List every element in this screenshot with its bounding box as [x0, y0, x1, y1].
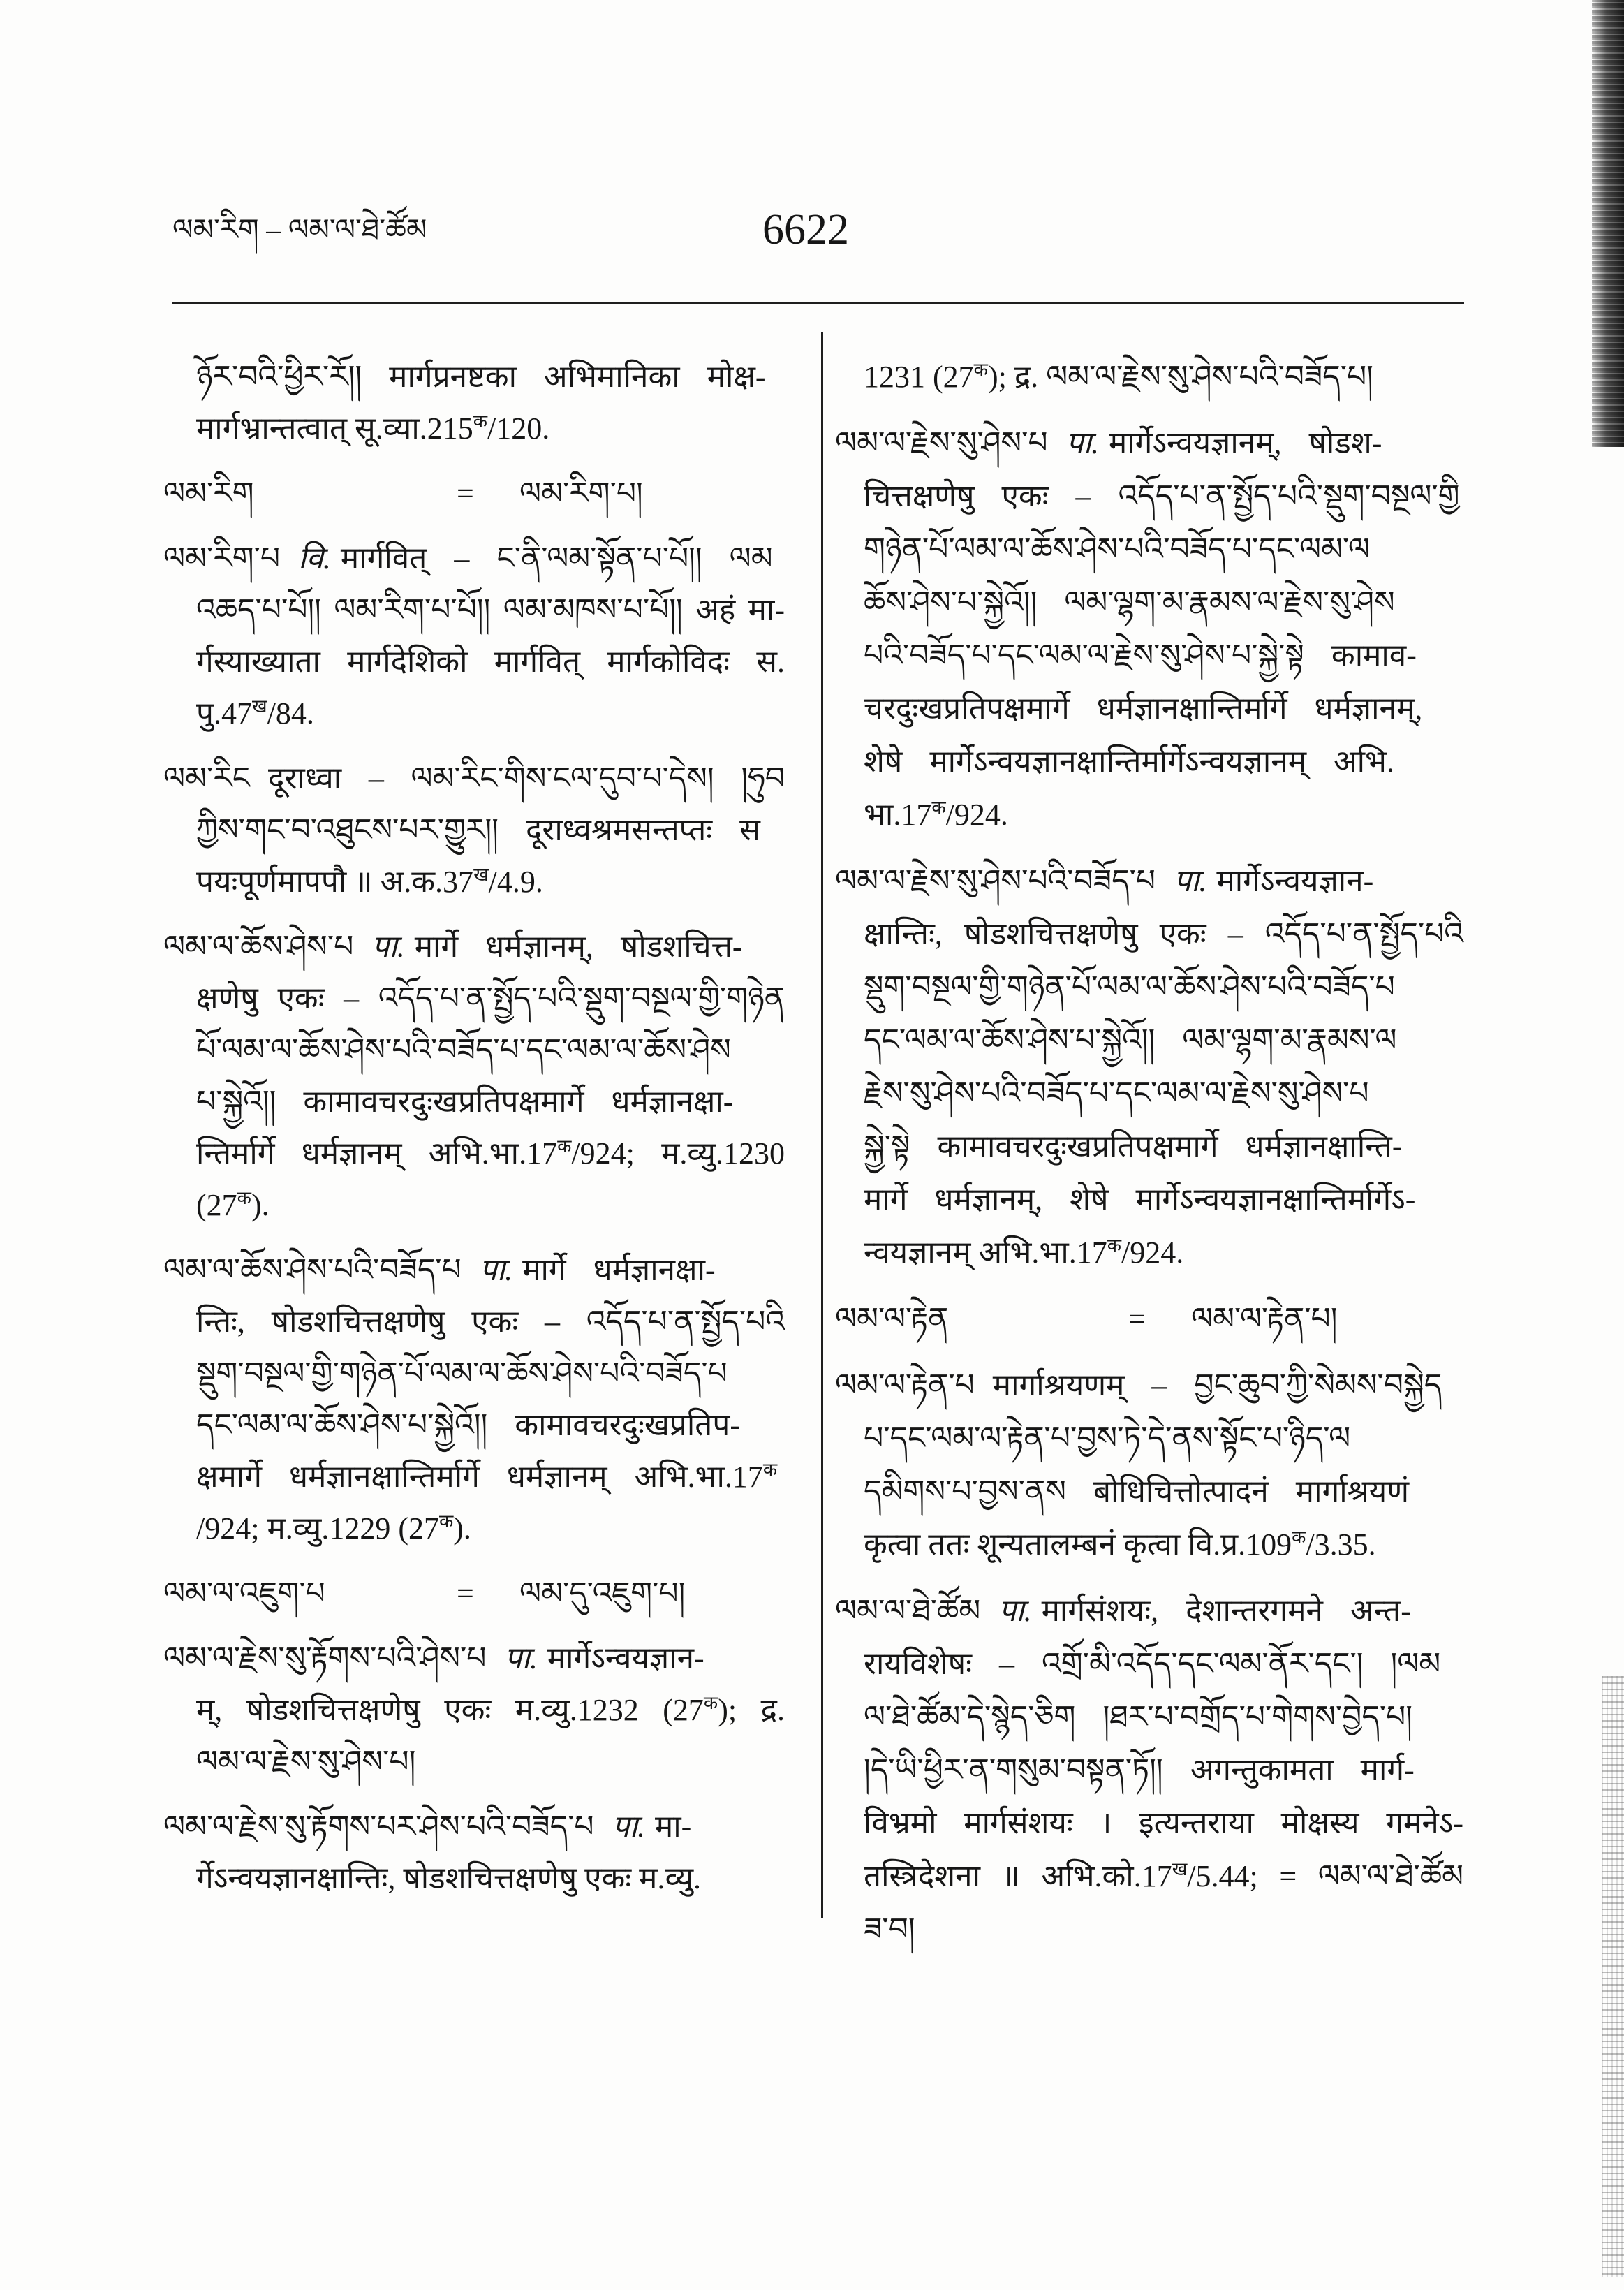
text-segment: पु.47 — [196, 696, 252, 731]
text-segment: मार्गवित् – ང་ནི་ལམ་སྟོན་པ་པོ།། ལམ — [340, 541, 773, 575]
folio-side-marker: ख — [473, 864, 489, 886]
text-segment: ཉོར་བའི་ཕྱིར་རོ།། मार्गप्रनष्टका अभिमानिका मोक्ष- — [196, 360, 766, 394]
grammatical-label: पा. — [479, 1253, 513, 1287]
text-line — [835, 1691, 1463, 1744]
text-segment: ); द्र. — [718, 1693, 785, 1727]
text-segment: པའི་བཟོད་པ་དང་ལམ་ལ་རྗེས་སུ་ཤེས་པ་སྐྱེ་སྟེ कामाव- — [864, 638, 1417, 673]
line-text — [864, 682, 1422, 735]
text-segment: तस्त्रिदेशना ॥ अभि.को.17 — [864, 1859, 1172, 1893]
line-text — [163, 921, 743, 973]
line-text — [196, 585, 785, 636]
text-segment: चरदुःखप्रतिपक्षमार्गे धर्मज्ञानक्षान्तिर्मार्गे धर्मज्ञानम्, — [864, 691, 1423, 726]
text-line — [835, 417, 1463, 470]
line-text — [864, 351, 1373, 404]
line-text — [864, 1744, 1415, 1797]
folio-side-marker: क — [973, 359, 988, 381]
text-line — [835, 961, 1463, 1014]
text-line — [163, 1853, 785, 1904]
text-segment: मार्गाश्रयणम् – བྱང་ཆུབ་ཀྱི་སེམས་བསྐྱེད — [992, 1368, 1442, 1402]
folio-side-marker: क — [931, 797, 946, 819]
text-segment: मार्गे धर्मज्ञानम्, शेषे मार्गेऽन्वयज्ञानक्षान्तिर्मार्गेऽ- — [864, 1182, 1416, 1217]
grammatical-label: पा. — [1174, 864, 1207, 898]
line-text — [864, 1014, 1396, 1067]
text-line — [835, 1067, 1463, 1120]
scan-edge-speckle — [1602, 1676, 1624, 2277]
headword: ལམ་ལ་ཐེ་ཚོམ — [835, 1594, 981, 1628]
line-text — [196, 1128, 785, 1180]
headword: ལམ་ལ་རྗེས་སུ་ཤེས་པའི་བཟོད་པ — [835, 864, 1156, 898]
folio-side-marker: क — [237, 1187, 251, 1209]
line-text — [196, 1853, 701, 1904]
text-segment: /924. — [945, 798, 1008, 832]
text-line — [835, 1744, 1463, 1797]
folio-side-marker: क — [1292, 1527, 1306, 1548]
headword: ལམ་རིག་པ — [163, 541, 281, 575]
line-text — [864, 961, 1395, 1014]
dictionary-entry — [163, 921, 785, 1231]
continued-entry — [163, 351, 785, 455]
folio-side-marker: क — [557, 1136, 572, 1157]
dictionary-entry — [835, 1585, 1463, 1956]
text-line — [163, 1451, 785, 1503]
text-line — [835, 470, 1463, 523]
headword: ལམ་ལ་རྟེན་པ — [835, 1368, 975, 1402]
dictionary-entry — [835, 417, 1463, 842]
line-text — [196, 688, 314, 740]
text-segment: क्षान्तिः, षोडशचित्तक्षणेषु एकः – འདོད་པ་ན་སྤྱོད་པའི — [864, 917, 1463, 951]
folio-side-marker: क — [703, 1692, 718, 1714]
cross-reference-entry — [835, 1293, 1463, 1346]
text-line — [835, 1638, 1463, 1691]
text-segment: ལ་ཐེ་ཚོམ་དེ་སྙེད་ཅིག །ཐར་པ་བགྲོད་པ་གེགས་བྱེད་པ། — [864, 1700, 1413, 1734]
text-line — [163, 636, 785, 688]
header-rule — [172, 302, 1464, 304]
line-text — [163, 1801, 691, 1853]
line-text — [196, 351, 766, 403]
text-line — [835, 1226, 1463, 1279]
text-line — [163, 973, 785, 1025]
text-segment: क्षमार्गे धर्मज्ञानक्षान्तिर्मार्गे धर्मज्ञानम् अभि.भा.17 — [196, 1460, 763, 1494]
text-segment: 1231 (27 — [864, 360, 974, 394]
folio-side-marker: ख — [1172, 1858, 1188, 1880]
text-line — [163, 403, 785, 455]
text-segment: ལམ་ལ་རྗེས་སུ་ཤེས་པ། — [196, 1745, 416, 1779]
folio-side-marker: ख — [252, 696, 267, 717]
line-text — [196, 636, 785, 688]
text-segment: /120. — [487, 411, 550, 446]
cross-reference-target: ལམ་དུ་འཇུག་པ། — [519, 1576, 686, 1610]
dictionary-entry — [835, 1359, 1463, 1571]
line-text — [196, 1180, 270, 1231]
line-text — [864, 1903, 915, 1956]
text-segment: /84. — [267, 696, 314, 731]
text-segment: ); द्र. ལམ་ལ་རྗེས་སུ་ཤེས་པའི་བཟོད་པ། — [987, 360, 1373, 394]
text-segment: दूराध्वा – ལམ་རིང་གིས་ངལ་དུབ་པ་དེས། །ཧུབ — [268, 761, 785, 795]
text-line — [163, 351, 785, 403]
headword: ལམ་ལ་འཇུག་པ — [163, 1576, 325, 1610]
text-segment: मार्गे धर्मज्ञानक्षा- — [522, 1253, 716, 1287]
text-segment: रायविशेषः – འགྲོ་མི་འདོད་དང་ལམ་ནོར་དང་། །ལམ — [864, 1647, 1441, 1681]
text-line — [163, 753, 785, 805]
line-text — [196, 1076, 733, 1128]
text-segment: मार्गे धर्मज्ञानम्, षोडशचित्त- — [414, 930, 743, 964]
text-line — [835, 1359, 1463, 1412]
text-segment: ཟ་བ། — [864, 1912, 915, 1946]
line-text — [864, 1638, 1440, 1691]
text-segment: ). — [453, 1511, 471, 1546]
text-segment: འཆད་པ་པོ།། ལམ་རིག་པ་པོ།། ལམ་མཁས་པ་པོ།། अहं मा- — [196, 593, 785, 627]
text-segment: ). — [251, 1188, 270, 1222]
line-text — [196, 1296, 785, 1348]
text-line — [835, 576, 1463, 629]
line-text — [864, 1691, 1412, 1744]
folio-side-marker: क — [762, 1459, 778, 1481]
text-segment: /924. — [1121, 1235, 1184, 1270]
headword: ལམ་ལ་རྗེས་སུ་རྟོགས་པར་ཤེས་པའི་བཟོད་པ — [163, 1810, 594, 1844]
text-segment: གཉེན་པོ་ལམ་ལ་ཆོས་ཤེས་པའི་བཟོད་པ་དང་ལམ་ལ — [864, 532, 1370, 566]
text-segment: क्षणेषु एकः – འདོད་པ་ན་སྤྱོད་པའི་སྡུག་བསྔལ་གྱི་གཉེན — [196, 981, 785, 1015]
running-head: ལམ་རིག – ལམ་ལ་ཐེ་ཚོམ — [172, 214, 427, 247]
line-text — [196, 1451, 777, 1503]
text-segment: པ་སྐྱེའོ།། कामावचरदुःखप्रतिपक्षमार्गे धर्मज्ञानक्षा- — [196, 1085, 734, 1119]
text-line — [835, 1412, 1463, 1465]
headword: ལམ་ལ་རྗེས་སུ་རྟོགས་པའི་ཤེས་པ — [163, 1641, 487, 1675]
line-text — [864, 1518, 1376, 1571]
headword: ལམ་རིང — [163, 761, 250, 795]
text-segment: म्, षोडशचित्तक्षणेषु एकः म.व्यु.1232 (27 — [196, 1693, 704, 1727]
dictionary-entry — [163, 1633, 785, 1788]
line-text — [864, 629, 1417, 682]
right-column — [835, 351, 1463, 1956]
line-text — [864, 1465, 1409, 1518]
cross-reference-line — [835, 1293, 1463, 1346]
line-text — [196, 1400, 740, 1451]
dictionary-entry — [163, 533, 785, 740]
text-line — [163, 1245, 785, 1296]
line-text — [163, 753, 785, 805]
text-segment: སྐྱེ་སྟེ कामावचरदुःखप्रतिपक्षमार्गे धर्मज्ञानक्षान्ति- — [864, 1129, 1403, 1164]
line-text — [196, 973, 785, 1025]
text-segment: मार्गेऽन्वयज्ञान- — [1216, 864, 1374, 898]
folio-side-marker: क — [1107, 1235, 1122, 1256]
left-column — [163, 351, 785, 1904]
line-text — [864, 788, 1008, 842]
line-text — [196, 1348, 728, 1400]
text-segment: न्तिः, षोडशचित्तक्षणेषु एकः – འདོད་པ་ན་སྤྱོད་པའི — [196, 1305, 785, 1339]
text-segment: मार्गभ्रान्तत्वात् सू.व्या.215 — [196, 411, 473, 446]
line-text — [835, 855, 1373, 908]
equals-sign: = — [457, 476, 474, 511]
text-line — [163, 1503, 785, 1555]
text-line — [163, 1801, 785, 1853]
text-segment: र्गस्याख्याता मार्गदेशिको मार्गवित् मार्गकोविदः स. — [196, 645, 785, 679]
text-line — [835, 1585, 1463, 1638]
line-text — [163, 533, 773, 585]
line-text — [835, 1359, 1442, 1412]
text-segment: སྡུག་བསྔལ་གྱི་གཉེན་པོ་ལམ་ལ་ཆོས་ཤེས་པའི་བཟོད་པ — [864, 970, 1395, 1004]
text-line — [163, 1296, 785, 1348]
line-text — [864, 470, 1460, 523]
grammatical-label: वि. — [298, 541, 331, 575]
cross-reference-target: ལམ་རིག་པ། — [519, 476, 643, 511]
line-text — [196, 1025, 731, 1076]
text-line — [835, 1850, 1463, 1903]
headword: ལམ་རིག — [163, 476, 254, 511]
text-segment: པོ་ལམ་ལ་ཆོས་ཤེས་པའི་བཟོད་པ་དང་ལམ་ལ་ཆོས་ཤེས — [196, 1033, 731, 1067]
line-text — [864, 1850, 1463, 1903]
headword: ལམ་ལ་རྗེས་སུ་ཤེས་པ — [835, 426, 1048, 460]
line-text — [835, 1585, 1411, 1638]
line-text — [864, 908, 1463, 961]
dictionary-entry — [163, 1801, 785, 1904]
text-segment: शेषे मार्गेऽन्वयज्ञानक्षान्तिर्मार्गेऽन्वयज्ञानम् अभि. — [864, 744, 1394, 779]
text-segment: पयःपूर्णमापपौ ॥ अ.क.37 — [196, 865, 474, 899]
grammatical-label: पा. — [998, 1594, 1032, 1628]
text-segment: भा.17 — [864, 798, 932, 832]
text-segment: चित्तक्षणेषु एकः – འདོད་པ་ན་སྤྱོད་པའི་སྡུག་བསྔལ་གྱི — [864, 479, 1460, 513]
text-segment: /924; म.व्यु.1230 — [571, 1136, 785, 1170]
line-text — [864, 1067, 1369, 1120]
grammatical-label: पा. — [1065, 426, 1099, 460]
text-line — [835, 523, 1463, 576]
text-line — [163, 1400, 785, 1451]
text-line — [163, 1348, 785, 1400]
line-text — [196, 403, 549, 455]
line-text — [196, 856, 543, 908]
text-segment: न्वयज्ञानम् अभि.भा.17 — [864, 1235, 1107, 1270]
text-line — [163, 585, 785, 636]
text-segment: मार्गसंशयः, देशान्तरगमने अन्त- — [1041, 1594, 1411, 1628]
text-line — [163, 1685, 785, 1736]
line-text — [864, 735, 1394, 788]
scan-binding-shadow — [1592, 0, 1624, 447]
folio-side-marker: क — [438, 1511, 454, 1532]
line-text — [196, 805, 760, 856]
line-text — [864, 1226, 1183, 1279]
text-line — [835, 855, 1463, 908]
line-text — [835, 417, 1382, 470]
line-text — [864, 1120, 1403, 1173]
text-line — [835, 629, 1463, 682]
text-line — [835, 351, 1463, 404]
text-line — [835, 1465, 1463, 1518]
dictionary-entry — [163, 753, 785, 908]
text-segment: ཆོས་ཤེས་པ་སྐྱེའོ།། ལམ་ལྷག་མ་རྣམས་ལ་རྗེས་སུ་ཤེས — [864, 585, 1395, 619]
equals-sign: = — [457, 1576, 474, 1610]
text-segment: कृत्वा ततः शून्यतालम्बनं कृत्वा वि.प्र.109 — [864, 1527, 1292, 1562]
text-line — [835, 1797, 1463, 1850]
text-line — [835, 735, 1463, 788]
grammatical-label: पा. — [371, 930, 405, 964]
headword: ལམ་ལ་ཆོས་ཤེས་པའི་བཟོད་པ — [163, 1253, 462, 1287]
text-line — [835, 1120, 1463, 1173]
grammatical-label: पा. — [612, 1810, 645, 1844]
text-line — [835, 1173, 1463, 1226]
column-divider — [821, 332, 823, 1918]
grammatical-label: पा. — [504, 1641, 538, 1675]
text-segment: དང་ལམ་ལ་ཆོས་ཤེས་པ་སྐྱེའོ།། कामावचरदुःखप्रतिप- — [196, 1408, 740, 1442]
headword: ལམ་ལ་ཆོས་ཤེས་པ — [163, 930, 354, 964]
text-segment: དམིགས་པ་བྱས་ནས बोधिचित्तोत्पादनं मार्गाश्रयणं — [864, 1474, 1410, 1509]
text-segment: དང་ལམ་ལ་ཆོས་ཤེས་པ་སྐྱེའོ།། ལམ་ལྷག་མ་རྣམས་ལ — [864, 1023, 1397, 1057]
text-line — [835, 908, 1463, 961]
text-segment: (27 — [196, 1188, 237, 1222]
line-text — [196, 1736, 415, 1788]
text-segment: །དེ་ཡི་ཕྱིར་ན་གསུམ་བསྟན་ཏོ།། अगन्तुकामता मार्ग- — [864, 1753, 1415, 1787]
text-line — [163, 856, 785, 908]
text-segment: मार्गेऽन्वयज्ञानम्, षोडश- — [1108, 426, 1382, 460]
text-line — [163, 1128, 785, 1180]
line-text — [864, 523, 1370, 576]
cross-reference-target: ལམ་ལ་རྟེན་པ། — [1191, 1302, 1338, 1336]
text-segment: मा- — [654, 1810, 692, 1844]
line-text — [864, 1412, 1350, 1465]
text-line — [163, 1025, 785, 1076]
dictionary-entry — [163, 1245, 785, 1555]
equals-sign: = — [1128, 1302, 1146, 1336]
text-line — [835, 682, 1463, 735]
dictionary-entry — [835, 855, 1463, 1279]
cross-reference-line — [163, 1568, 785, 1620]
text-segment: र्गेऽन्वयज्ञानक्षान्तिः, षोडशचित्तक्षणेषु एकः म.व्यु. — [196, 1861, 702, 1895]
text-line — [163, 1736, 785, 1788]
text-line — [163, 533, 785, 585]
text-segment: པ་དང་ལམ་ལ་རྟེན་པ་བྱས་ཏེ་དེ་ནས་སྟོང་པ་ཉིད་ལ — [864, 1421, 1351, 1455]
text-segment: /4.9. — [488, 865, 543, 899]
cross-reference-entry — [163, 1568, 785, 1620]
cross-reference-line — [163, 468, 785, 520]
text-segment: /3.35. — [1306, 1527, 1376, 1562]
text-segment: ཀྱིས་གང་བ་འཐུངས་པར་གྱུར།། दूराध्वश्रमसन्तप्तः स — [196, 813, 760, 847]
text-line — [835, 1014, 1463, 1067]
line-text — [196, 1503, 471, 1555]
text-segment: विभ्रमो मार्गसंशयः । इत्यन्तराया मोक्षस्य गमनेऽ- — [864, 1806, 1463, 1840]
text-line — [163, 921, 785, 973]
text-line — [835, 1903, 1463, 1956]
text-line — [163, 1180, 785, 1231]
text-segment: न्तिर्मार्गे धर्मज्ञानम् अभि.भा.17 — [196, 1136, 558, 1170]
text-segment: སྡུག་བསྔལ་གྱི་གཉེན་པོ་ལམ་ལ་ཆོས་ཤེས་པའི་བཟོད་པ — [196, 1356, 728, 1390]
headword: ལམ་ལ་རྟེན — [835, 1302, 949, 1336]
text-segment: རྗེས་སུ་ཤེས་པའི་བཟོད་པ་དང་ལམ་ལ་རྗེས་སུ་ཤེས་པ — [864, 1076, 1369, 1110]
line-text — [864, 1797, 1463, 1850]
folio-side-marker: क — [473, 411, 488, 432]
text-line — [163, 1076, 785, 1128]
page-number: 6622 — [762, 206, 849, 254]
line-text — [864, 1173, 1415, 1226]
text-segment: मार्गेऽन्वयज्ञान- — [547, 1641, 704, 1675]
text-line — [163, 805, 785, 856]
text-line — [835, 788, 1463, 842]
line-text — [163, 1633, 704, 1685]
text-segment: /5.44; = ལམ་ལ་ཐེ་ཚོམ — [1187, 1859, 1463, 1893]
line-text — [163, 1245, 716, 1296]
text-line — [835, 1518, 1463, 1571]
continued-entry — [835, 351, 1463, 404]
text-line — [163, 1633, 785, 1685]
text-segment: /924; म.व्यु.1229 (27 — [196, 1511, 439, 1546]
text-line — [163, 688, 785, 740]
line-text — [196, 1685, 785, 1736]
cross-reference-entry — [163, 468, 785, 520]
line-text — [864, 576, 1395, 629]
